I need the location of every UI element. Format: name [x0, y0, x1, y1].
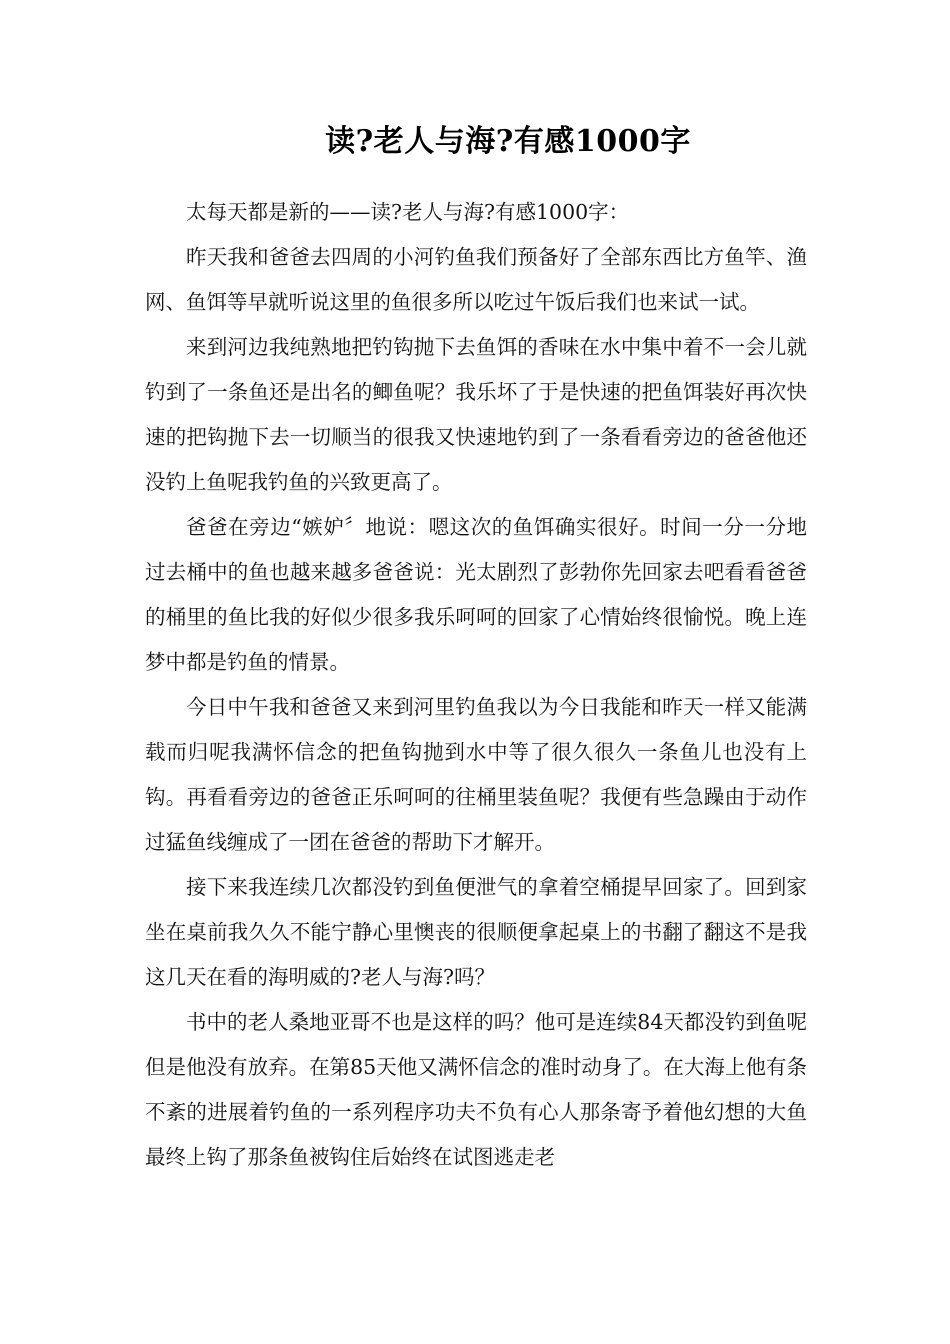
paragraph-5: 今日中午我和爸爸又来到河里钓鱼我以为今日我能和昨天一样又能满载而归呢我满怀信念的把鱼钩抛到水中等了很久很久一条鱼儿也没有上钩。再看看旁边的爸爸正乐呵呵的往桶里装鱼呢？我便有些急躁由于动作过猛鱼线缠成了一团在爸爸的帮助下才解开。 — [145, 695, 807, 854]
paragraph-7: 书中的老人桑地亚哥不也是这样的吗？他可是连续84天都没钓到鱼呢但是他没有放弃。在第85天他又满怀信念的准时动身了。在大海上他有条不紊的进展着钓鱼的一系列程序功夫不负有心人那条寄予着他幻想的大鱼最终上钩了那条鱼被钩住后始终在试图逃走老 — [145, 1010, 807, 1169]
paragraph-4: 爸爸在旁边“嫉妒〞地说：嗯这次的鱼饵确实很好。时间一分一分地过去桶中的鱼也越来越多爸爸说：光太剧烈了彭勃你先回家去吧看看爸爸的桶里的鱼比我的好似少很多我乐呵呵的回家了心情始终很愉悦。晚上连梦中都是钓鱼的情景。 — [145, 515, 807, 674]
paragraph-1: 太每天都是新的——读?老人与海?有感1000字： — [186, 200, 630, 224]
document-title: 读?老人与海?有感1000字 — [325, 124, 691, 159]
document-body — [145, 190, 807, 1180]
paragraph-6: 接下来我连续几次都没钓到鱼便泄气的拿着空桶提早回家了。回到家坐在桌前我久久不能宁静心里懊丧的很顺便拿起桌上的书翻了翻这不是我这几天在看的海明威的?老人与海?吗？ — [145, 875, 807, 989]
paragraph-3: 来到河边我纯熟地把钓钩抛下去鱼饵的香味在水中集中着不一会儿就钓到了一条鱼还是出名的鲫鱼呢？我乐坏了于是快速的把鱼饵装好再次快速的把钩抛下去一切顺当的很我又快速地钓到了一条看看旁边的爸爸他还没钓上鱼呢我钓鱼的兴致更高了。 — [145, 335, 807, 494]
paragraph-2: 昨天我和爸爸去四周的小河钓鱼我们预备好了全部东西比方鱼竿、渔网、鱼饵等早就听说这里的鱼很多所以吃过午饭后我们也来试一试。 — [145, 245, 807, 314]
